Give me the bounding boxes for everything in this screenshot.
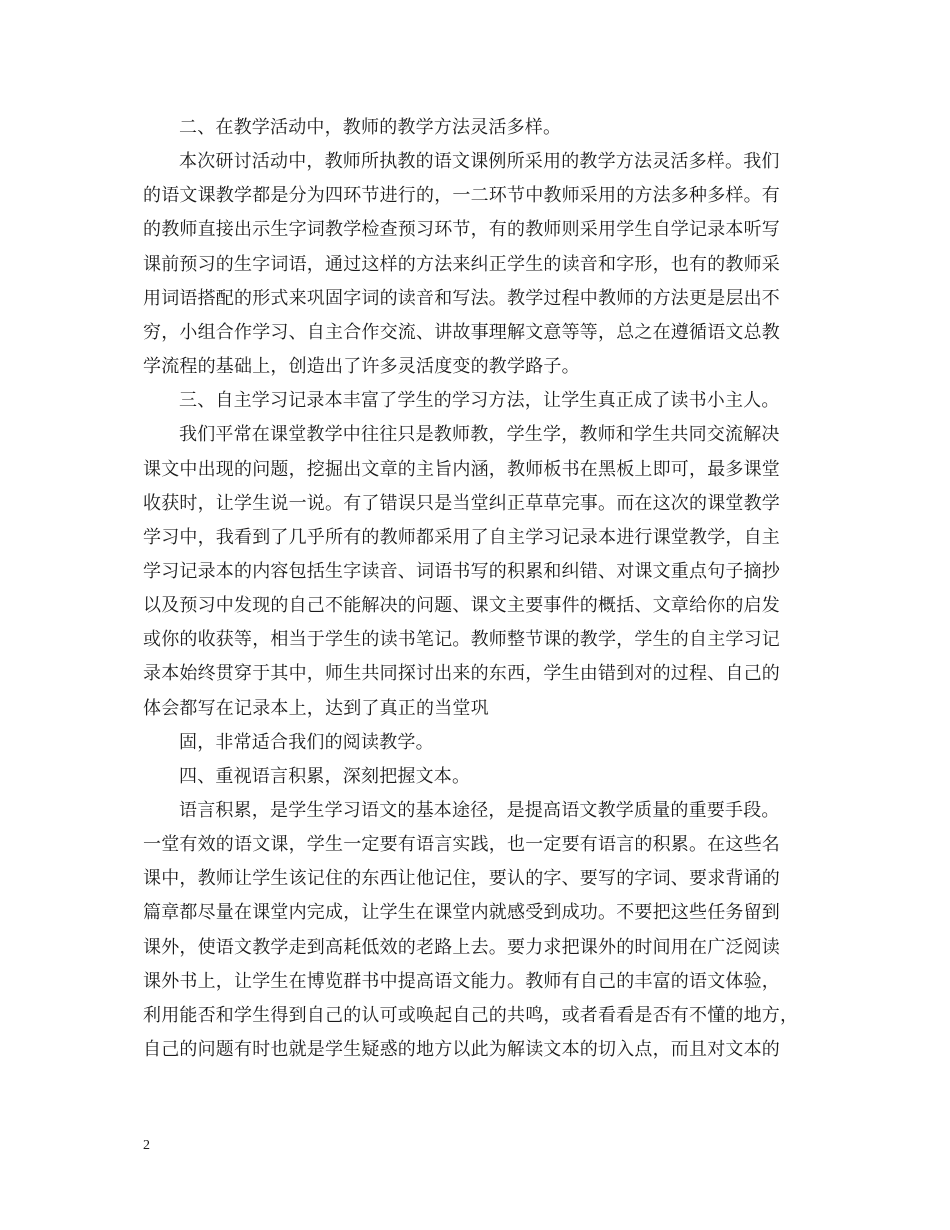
text-line: 以及预习中发现的自己不能解决的问题、课文主要事件的概括、文章给你的启发 [143,595,780,616]
text-line: 四、重视语言积累，深刻把握文本。 [179,766,471,787]
text-line: 用词语搭配的形式来巩固字词的读音和写法。教学过程中教师的方法更是层出不 [143,288,780,309]
text-line: 课前预习的生字词语，通过这样的方法来纠正学生的读音和字形，也有的教师采 [143,254,780,275]
text-line: 课中，教师让学生该记住的东西让他记住，要认的字、要写的字词、要求背诵的 [143,868,780,889]
text-line: 固，非常适合我们的阅读教学。 [179,732,434,753]
text-line: 语言积累，是学生学习语文的基本途径，是提高语文教学质量的重要手段。 [179,800,780,821]
text-line: 一堂有效的语文课，学生一定要有语言实践，也一定要有语言的积累。在这些名 [143,834,780,855]
text-line: 的语文课教学都是分为四环节进行的，一二环节中教师采用的方法多种多样。有 [143,185,780,206]
text-line: 我们平常在课堂教学中往往只是教师教，学生学，教师和学生共同交流解决 [179,424,780,445]
text-line: 穷，小组合作学习、自主合作交流、讲故事理解文意等等，总之在遵循语文总教 [143,322,780,343]
text-line: 的教师直接出示生字词教学检查预习环节，有的教师则采用学生自学记录本听写 [143,219,780,240]
text-line: 本次研讨活动中，教师所执教的语文课例所采用的教学方法灵活多样。我们 [179,151,780,172]
text-line: 或你的收获等，相当于学生的读书笔记。教师整节课的教学，学生的自主学习记 [143,629,780,650]
text-line: 篇章都尽量在课堂内完成，让学生在课堂内就感受到成功。不要把这些任务留到 [143,902,780,923]
text-line: 体会都写在记录本上，达到了真正的当堂巩 [143,698,489,719]
text-line: 三、自主学习记录本丰富了学生的学习方法，让学生真正成了读书小主人。 [179,390,780,411]
text-line: 课外，使语文教学走到高耗低效的老路上去。要力求把课外的时间用在广泛阅读 [143,937,780,958]
text-line: 利用能否和学生得到自己的认可或唤起自己的共鸣，或者看看是否有不懂的地方， [143,1005,799,1026]
text-line: 课文中出现的问题，挖掘出文章的主旨内涵，教师板书在黑板上即可，最多课堂 [143,459,780,480]
text-line: 自己的问题有时也就是学生疑惑的地方以此为解读文本的切入点，而且对文本的 [143,1039,780,1060]
text-line: 学习记录本的内容包括生字读音、词语书写的积累和纠错、对课文重点句子摘抄 [143,561,780,582]
text-line: 二、在教学活动中，教师的教学方法灵活多样。 [179,117,562,138]
page-number: 2 [143,1138,150,1153]
text-line: 收获时，让学生说一说。有了错误只是当堂纠正草草完事。而在这次的课堂教学 [143,493,780,514]
text-line: 课外书上，让学生在博览群书中提高语文能力。教师有自己的丰富的语文体验， [143,971,780,992]
text-line: 学流程的基础上，创造出了许多灵活度变的教学路子。 [143,356,580,377]
text-line: 学习中，我看到了几乎所有的教师都采用了自主学习记录本进行课堂教学，自主 [143,527,780,548]
text-line: 录本始终贯穿于其中，师生共同探讨出来的东西，学生由错到对的过程、自己的 [143,663,780,684]
